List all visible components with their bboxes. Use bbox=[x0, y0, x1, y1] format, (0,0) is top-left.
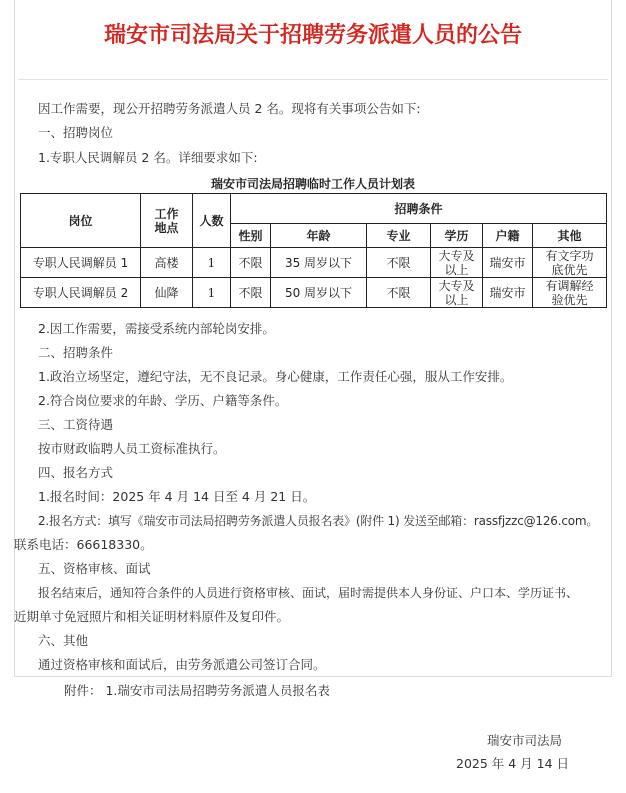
cell-major: 不限 bbox=[367, 278, 431, 308]
header-count: 人数 bbox=[193, 194, 231, 248]
header-post: 岗位 bbox=[21, 194, 141, 248]
section-6-text: 通过资格审核和面试后，由劳务派遣公司签订合同。 bbox=[38, 657, 326, 672]
section-5-line-1: 报名结束后，通知符合条件的人员进行资格审核、面试，届时需提供本人身份证、户口本、学历证书、 bbox=[38, 586, 579, 600]
cell-other-line-1: 有调解经 bbox=[545, 278, 594, 293]
cell-age: 50 周岁以下 bbox=[271, 278, 367, 308]
cell-other-line-1: 有文字功 bbox=[545, 248, 594, 263]
section-1-item-2: 2.因工作需要，需接受系统内部轮岗安排。 bbox=[38, 321, 275, 336]
section-4-heading: 四、报名方式 bbox=[38, 465, 114, 480]
header-location-line-1: 工作 bbox=[154, 206, 179, 221]
cell-education-line-1: 大专及 bbox=[438, 248, 475, 263]
header-location bbox=[141, 194, 193, 248]
header-hukou: 户籍 bbox=[483, 224, 533, 248]
section-2-heading: 二、招聘条件 bbox=[38, 345, 114, 360]
cell-major: 不限 bbox=[367, 248, 431, 278]
signature-org: 瑞安市司法局 bbox=[487, 733, 563, 748]
section-5-heading: 五、资格审核、面试 bbox=[38, 561, 151, 576]
cell-other bbox=[533, 248, 607, 278]
cell-gender: 不限 bbox=[231, 278, 271, 308]
page-title: 瑞安市司法局关于招聘劳务派遣人员的公告 bbox=[103, 23, 522, 48]
cell-count: 1 bbox=[193, 248, 231, 278]
contact-phone: 联系电话：66618330。 bbox=[14, 537, 153, 552]
cell-other bbox=[533, 278, 607, 308]
header-age: 年龄 bbox=[271, 224, 367, 248]
cell-location: 仙降 bbox=[141, 278, 193, 308]
cell-age: 35 周岁以下 bbox=[271, 248, 367, 278]
section-3-text: 按市财政临聘人员工资标准执行。 bbox=[38, 441, 226, 456]
attachment-note: 附件： 1.瑞安市司法局招聘劳务派遣人员报名表 bbox=[64, 683, 330, 698]
table-row bbox=[21, 248, 607, 278]
cell-education bbox=[431, 248, 483, 278]
section-2-item-1: 1.政治立场坚定，遵纪守法，无不良记录。身心健康，工作责任心强，服从工作安排。 bbox=[38, 369, 513, 384]
section-1-item-1: 1.专职人民调解员 2 名。详细要求如下: bbox=[38, 150, 258, 165]
table-title: 瑞安市司法局招聘临时工作人员计划表 bbox=[210, 177, 415, 191]
cell-education-line-2: 以上 bbox=[444, 292, 469, 307]
section-2-item-2: 2.符合岗位要求的年龄、学历、户籍等条件。 bbox=[38, 393, 288, 408]
section-6-heading: 六、其他 bbox=[38, 633, 89, 648]
cell-other-line-2: 验优先 bbox=[551, 292, 588, 307]
cell-education bbox=[431, 278, 483, 308]
intro-paragraph: 因工作需要，现公开招聘劳务派遣人员 2 名。现将有关事项公告如下: bbox=[38, 101, 421, 116]
cell-hukou: 瑞安市 bbox=[483, 248, 533, 278]
cell-post: 专职人民调解员 2 bbox=[21, 278, 141, 308]
cell-other-line-2: 底优先 bbox=[551, 262, 588, 277]
table-row bbox=[21, 278, 607, 308]
cell-education-line-2: 以上 bbox=[444, 262, 469, 277]
cell-education-line-1: 大专及 bbox=[438, 278, 475, 293]
title-divider bbox=[18, 79, 608, 80]
cell-location: 高楼 bbox=[141, 248, 193, 278]
section-5-line-2: 近期单寸免冠照片和相关证明材料原件及复印件。 bbox=[14, 609, 290, 624]
recruitment-plan-table bbox=[20, 193, 607, 308]
section-4-item-1: 1.报名时间：2025 年 4 月 14 日至 4 月 21 日。 bbox=[38, 489, 316, 504]
section-1-heading: 一、招聘岗位 bbox=[38, 125, 114, 140]
header-education: 学历 bbox=[431, 224, 483, 248]
header-other: 其他 bbox=[533, 224, 607, 248]
cell-post: 专职人民调解员 1 bbox=[21, 248, 141, 278]
header-location-line-2: 地点 bbox=[154, 220, 179, 235]
header-conditions: 招聘条件 bbox=[231, 194, 607, 224]
header-gender: 性别 bbox=[231, 224, 271, 248]
section-3-heading: 三、工资待遇 bbox=[38, 417, 114, 432]
section-4-item-2: 2.报名方式：填写《瑞安市司法局招聘劳务派遣人员报名表》(附件 1) 发送至邮箱：rassfjzzc@126.com。 bbox=[38, 514, 599, 528]
signature-date: 2025 年 4 月 14 日 bbox=[456, 756, 570, 771]
cell-gender: 不限 bbox=[231, 248, 271, 278]
cell-count: 1 bbox=[193, 278, 231, 308]
header-major: 专业 bbox=[367, 224, 431, 248]
cell-hukou: 瑞安市 bbox=[483, 278, 533, 308]
